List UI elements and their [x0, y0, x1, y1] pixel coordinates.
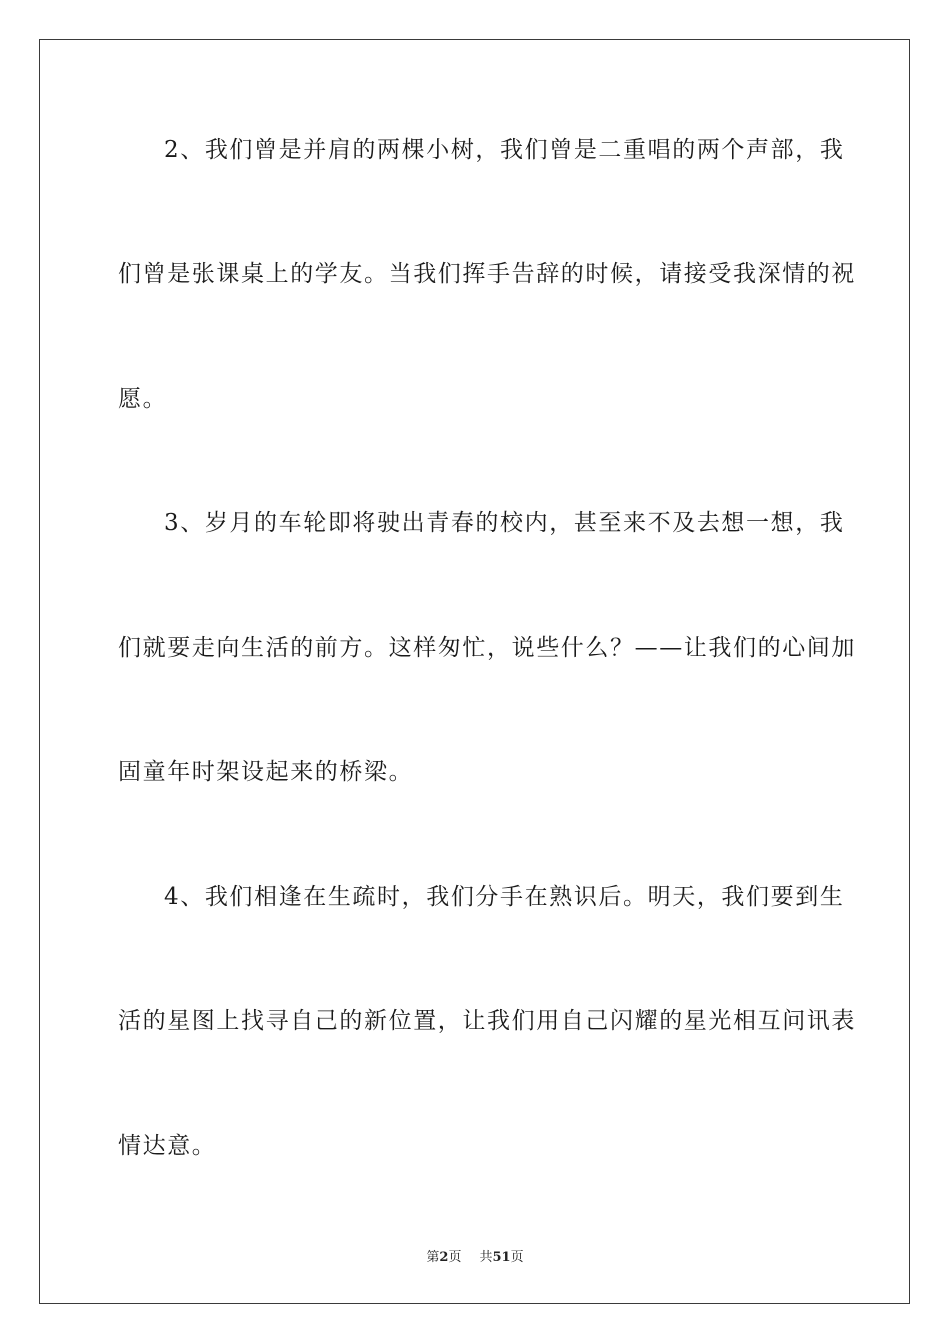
paragraph-3-line-1: 3、岁月的车轮即将驶出青春的校内，甚至来不及去想一想，我	[164, 510, 845, 536]
paragraph-2-line-3: 愿。	[118, 386, 168, 412]
total-page-count: 51	[492, 1250, 511, 1265]
page-label-prefix: 第	[426, 1250, 440, 1265]
page-footer	[0, 1249, 950, 1267]
paragraph-2-line-2: 们曾是张课桌上的学友。当我们挥手告辞的时候，请接受我深情的祝	[118, 261, 856, 287]
page-label-suffix: 页	[448, 1250, 462, 1265]
total-label-suffix: 页	[510, 1250, 524, 1265]
paragraph-4-line-1: 4、我们相逢在生疏时，我们分手在熟识后。明天，我们要到生	[164, 884, 845, 910]
total-label-prefix: 共	[479, 1250, 493, 1265]
page-border	[39, 39, 910, 1304]
paragraph-3-line-2: 们就要走向生活的前方。这样匆忙，说些什么？——让我们的心间加	[118, 635, 856, 661]
paragraph-4-line-3: 情达意。	[118, 1133, 217, 1159]
paragraph-2-line-1: 2、我们曾是并肩的两棵小树，我们曾是二重唱的两个声部，我	[164, 137, 845, 163]
current-page-number: 2	[439, 1250, 449, 1265]
paragraph-3-line-3: 固童年时架设起来的桥梁。	[118, 759, 414, 785]
paragraph-4-line-2: 活的星图上找寻自己的新位置，让我们用自己闪耀的星光相互问讯表	[118, 1008, 856, 1034]
